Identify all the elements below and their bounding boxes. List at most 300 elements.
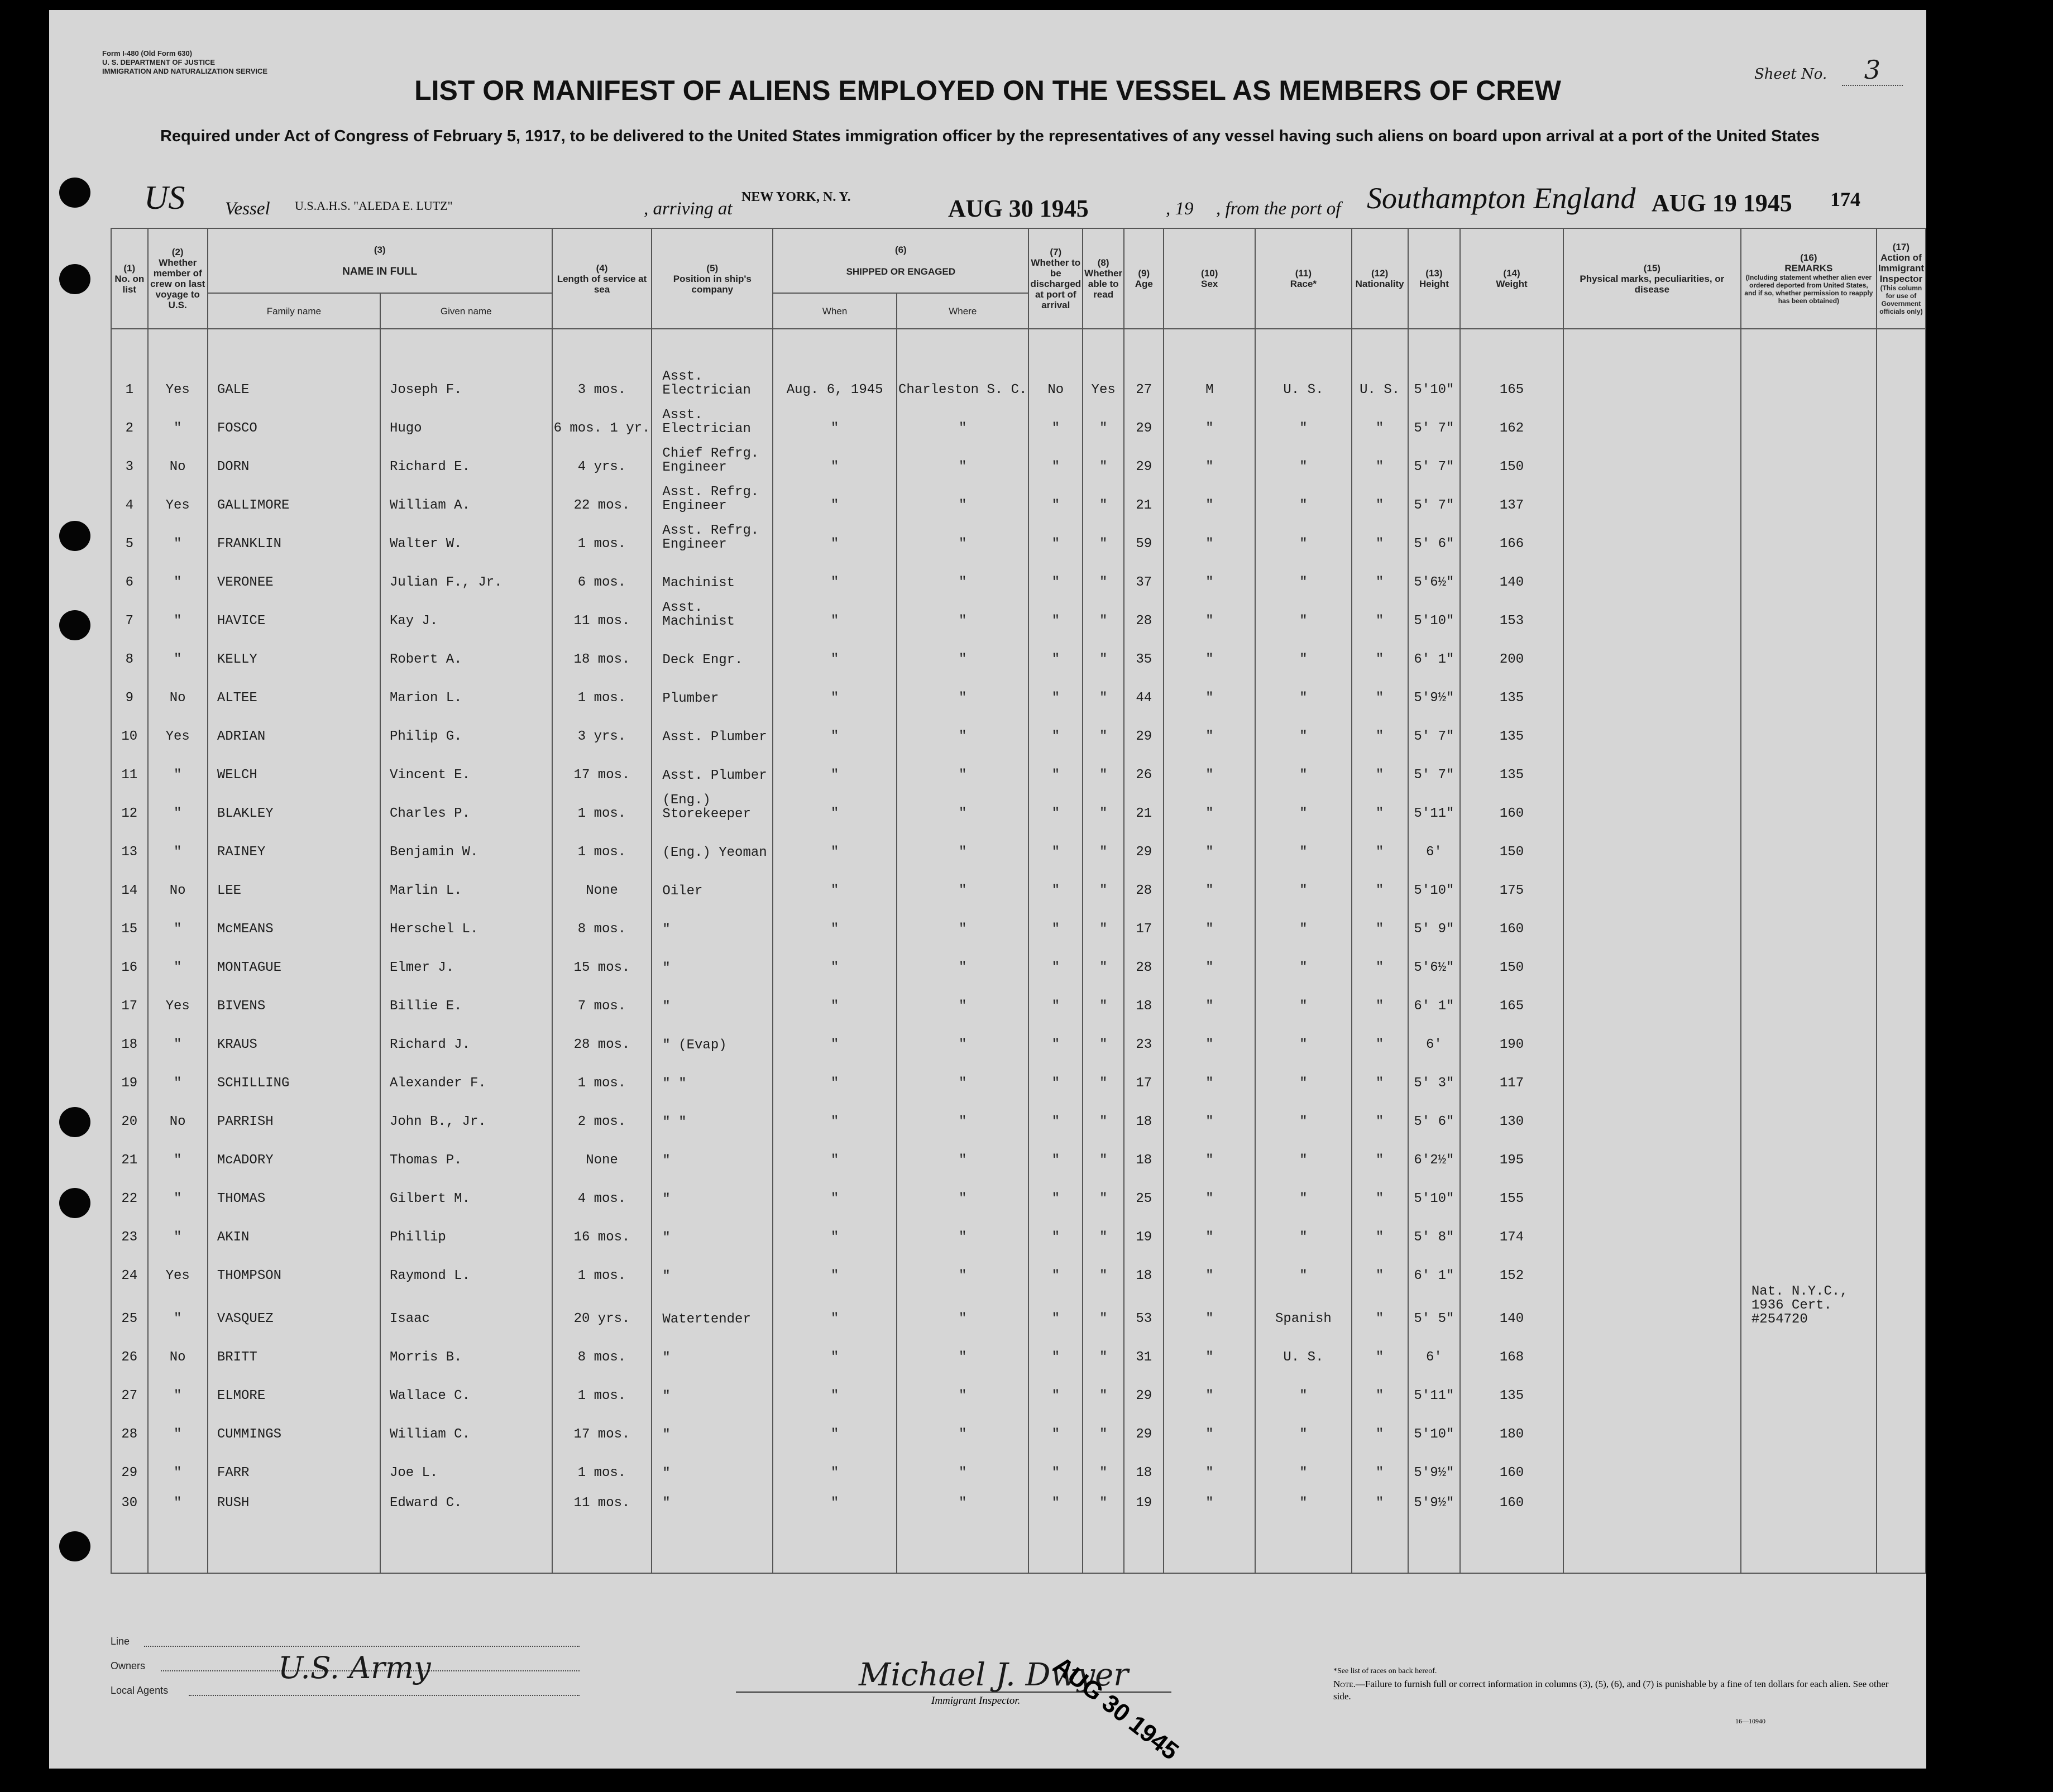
cell-discharged: " <box>1028 630 1083 668</box>
cell-given-name: William A. <box>380 476 552 514</box>
cell-nationality: " <box>1352 745 1408 784</box>
cell-position: (Eng.) Storekeeper <box>652 784 773 822</box>
cell-action <box>1877 1015 1926 1053</box>
table-row <box>111 707 1926 745</box>
col-label: Action of Immigrant Inspector <box>1878 252 1925 284</box>
table-row <box>111 1482 1926 1573</box>
table-row <box>111 1208 1926 1246</box>
table-row <box>111 1246 1926 1285</box>
cell-discharged: " <box>1028 1130 1083 1169</box>
cell-action <box>1877 861 1926 899</box>
cell-age: 29 <box>1124 437 1164 476</box>
cell-where: " <box>897 553 1028 591</box>
cell-last-voyage: No <box>148 668 208 707</box>
col-subheader-when: When <box>773 293 897 329</box>
cell-service: 1 mos. <box>552 1053 652 1092</box>
cell-physical <box>1563 1246 1741 1285</box>
cell-last-voyage: No <box>148 861 208 899</box>
cell-remarks <box>1741 1130 1877 1169</box>
cell-remarks <box>1741 1405 1877 1443</box>
cell-remarks <box>1741 1482 1877 1573</box>
col-label: Length of service at sea <box>557 273 647 295</box>
cell-physical <box>1563 1482 1741 1573</box>
cell-given-name: Hugo <box>380 399 552 437</box>
cell-age: 18 <box>1124 1092 1164 1130</box>
cell-no: 25 <box>111 1285 148 1328</box>
cell-age: 29 <box>1124 399 1164 437</box>
cell-given-name: Charles P. <box>380 784 552 822</box>
col-subheader-given: Given name <box>380 293 552 329</box>
col-num: (11) <box>1295 268 1312 279</box>
cell-given-name: Phillip <box>380 1208 552 1246</box>
cell-able-to-read: " <box>1083 1482 1124 1573</box>
cell-no: 19 <box>111 1053 148 1092</box>
col-subheader-family: Family name <box>208 293 380 329</box>
cell-sex: " <box>1164 668 1255 707</box>
cell-able-to-read: " <box>1083 437 1124 476</box>
cell-family-name: VERONEE <box>208 553 380 591</box>
cell-age: 29 <box>1124 1405 1164 1443</box>
page-title: LIST OR MANIFEST OF ALIENS EMPLOYED ON THE VESSEL AS MEMBERS OF CREW <box>414 75 1561 106</box>
table-row <box>111 553 1926 591</box>
cell-nationality: " <box>1352 1405 1408 1443</box>
cell-weight: 137 <box>1460 476 1563 514</box>
cell-position: Machinist <box>652 553 773 591</box>
cell-last-voyage: " <box>148 1366 208 1405</box>
cell-sex: " <box>1164 1405 1255 1443</box>
cell-remarks <box>1741 1246 1877 1285</box>
cell-race: " <box>1255 1366 1352 1405</box>
col-num: (13) <box>1425 268 1443 279</box>
cell-remarks <box>1741 668 1877 707</box>
cell-service: 6 mos. <box>552 553 652 591</box>
cell-given-name: Herschel L. <box>380 899 552 938</box>
cell-family-name: FRANKLIN <box>208 514 380 553</box>
cell-able-to-read: " <box>1083 1366 1124 1405</box>
cell-remarks <box>1741 707 1877 745</box>
cell-sex: " <box>1164 630 1255 668</box>
crew-table <box>111 228 1926 1574</box>
cell-remarks <box>1741 437 1877 476</box>
cell-race: " <box>1255 399 1352 437</box>
cell-weight: 160 <box>1460 1443 1563 1482</box>
col-num: (3) <box>374 245 386 255</box>
cell-physical <box>1563 861 1741 899</box>
cell-action <box>1877 707 1926 745</box>
cell-family-name: GALE <box>208 329 380 399</box>
cell-family-name: ADRIAN <box>208 707 380 745</box>
cell-remarks <box>1741 1443 1877 1482</box>
table-row <box>111 784 1926 822</box>
cell-age: 59 <box>1124 514 1164 553</box>
cell-when: " <box>773 1328 897 1366</box>
cell-when: " <box>773 784 897 822</box>
cell-able-to-read: " <box>1083 399 1124 437</box>
col-num: (10) <box>1201 268 1218 279</box>
cell-last-voyage: Yes <box>148 329 208 399</box>
cell-sex: " <box>1164 1482 1255 1573</box>
cell-position: " <box>652 899 773 938</box>
cell-physical <box>1563 1443 1741 1482</box>
cell-remarks <box>1741 1169 1877 1208</box>
cell-when: " <box>773 1285 897 1328</box>
cell-last-voyage: " <box>148 514 208 553</box>
punch-hole <box>59 521 90 551</box>
cell-height: 6' 1" <box>1408 1246 1461 1285</box>
table-row <box>111 938 1926 976</box>
vessel-name: U.S.A.H.S. "ALEDA E. LUTZ" <box>295 199 453 213</box>
cell-action <box>1877 1482 1926 1573</box>
col-header-sex <box>1164 228 1255 329</box>
cell-nationality: " <box>1352 1053 1408 1092</box>
arriving-label: , arriving at <box>644 199 733 219</box>
cell-action <box>1877 437 1926 476</box>
cell-discharged: " <box>1028 514 1083 553</box>
cell-last-voyage: " <box>148 1482 208 1573</box>
cell-no: 20 <box>111 1092 148 1130</box>
cell-weight: 153 <box>1460 591 1563 630</box>
cell-sex: " <box>1164 1208 1255 1246</box>
cell-when: " <box>773 1130 897 1169</box>
col-header-name <box>208 228 552 293</box>
cell-when: " <box>773 707 897 745</box>
cell-race: " <box>1255 476 1352 514</box>
col-header-age <box>1124 228 1164 329</box>
cell-height: 6'2½" <box>1408 1130 1461 1169</box>
arriving-port: NEW YORK, N. Y. <box>741 190 851 204</box>
cell-discharged: " <box>1028 745 1083 784</box>
cell-given-name: Wallace C. <box>380 1366 552 1405</box>
cell-height: 5'11" <box>1408 784 1461 822</box>
cell-given-name: John B., Jr. <box>380 1092 552 1130</box>
cell-no: 4 <box>111 476 148 514</box>
vessel-label: Vessel <box>225 199 270 219</box>
cell-race: " <box>1255 1208 1352 1246</box>
cell-discharged: " <box>1028 822 1083 861</box>
cell-no: 10 <box>111 707 148 745</box>
cell-age: 19 <box>1124 1482 1164 1573</box>
cell-remarks: Nat. N.Y.C., 1936 Cert. #254720 <box>1741 1285 1877 1328</box>
punch-hole <box>59 1531 90 1561</box>
cell-action <box>1877 938 1926 976</box>
cell-age: 25 <box>1124 1169 1164 1208</box>
cell-discharged: " <box>1028 1053 1083 1092</box>
cell-height: 5' 5" <box>1408 1285 1461 1328</box>
cell-last-voyage: " <box>148 1053 208 1092</box>
cell-given-name: Walter W. <box>380 514 552 553</box>
cell-weight: 166 <box>1460 514 1563 553</box>
cell-weight: 160 <box>1460 1482 1563 1573</box>
cell-height: 5'10" <box>1408 861 1461 899</box>
cell-no: 1 <box>111 329 148 399</box>
col-header-physical <box>1563 228 1741 329</box>
cell-where: " <box>897 1285 1028 1328</box>
table-row <box>111 668 1926 707</box>
cell-given-name: Isaac <box>380 1285 552 1328</box>
cell-service: 16 mos. <box>552 1208 652 1246</box>
cell-nationality: " <box>1352 861 1408 899</box>
cell-weight: 135 <box>1460 668 1563 707</box>
cell-where: " <box>897 1015 1028 1053</box>
cell-race: " <box>1255 976 1352 1015</box>
col-label: REMARKS <box>1784 263 1833 274</box>
cell-service: 20 yrs. <box>552 1285 652 1328</box>
cell-service: 22 mos. <box>552 476 652 514</box>
form-reference: Form I-480 (Old Form 630) U. S. DEPARTMENT OF JUSTICE IMMIGRATION AND NATURALIZATION SERVICE <box>102 49 268 75</box>
cell-action <box>1877 630 1926 668</box>
table-row <box>111 861 1926 899</box>
cell-where: " <box>897 1092 1028 1130</box>
cell-last-voyage: No <box>148 437 208 476</box>
cell-sex: " <box>1164 553 1255 591</box>
cell-position: " <box>652 1328 773 1366</box>
footer <box>49 1623 1926 1769</box>
cell-able-to-read: " <box>1083 1208 1124 1246</box>
cell-nationality: U. S. <box>1352 329 1408 399</box>
cell-position: Asst. Electrician <box>652 399 773 437</box>
cell-when: Aug. 6, 1945 <box>773 329 897 399</box>
cell-sex: M <box>1164 329 1255 399</box>
cell-height: 5' 7" <box>1408 437 1461 476</box>
cell-when: " <box>773 976 897 1015</box>
cell-sex: " <box>1164 1053 1255 1092</box>
col-num: (8) <box>1097 257 1109 268</box>
cell-last-voyage: " <box>148 822 208 861</box>
col-num: (17) <box>1892 242 1910 252</box>
col-num: (5) <box>706 262 719 274</box>
cell-discharged: " <box>1028 899 1083 938</box>
table-row <box>111 591 1926 630</box>
cell-family-name: FARR <box>208 1443 380 1482</box>
cell-age: 28 <box>1124 591 1164 630</box>
cell-race: " <box>1255 1405 1352 1443</box>
col-num: (12) <box>1371 268 1389 279</box>
cell-age: 18 <box>1124 976 1164 1015</box>
cell-given-name: Joseph F. <box>380 329 552 399</box>
fine-note <box>1333 1678 1892 1703</box>
cell-physical <box>1563 1328 1741 1366</box>
cell-family-name: ALTEE <box>208 668 380 707</box>
table-row <box>111 476 1926 514</box>
cell-action <box>1877 1092 1926 1130</box>
cell-position: Asst. Refrg. Engineer <box>652 476 773 514</box>
cell-where: " <box>897 784 1028 822</box>
cell-action <box>1877 1285 1926 1328</box>
cell-nationality: " <box>1352 1130 1408 1169</box>
col-header-discharged <box>1028 228 1083 329</box>
cell-action <box>1877 668 1926 707</box>
col-header-position <box>652 228 773 329</box>
cell-physical <box>1563 976 1741 1015</box>
cell-last-voyage: Yes <box>148 1246 208 1285</box>
cell-age: 28 <box>1124 861 1164 899</box>
cell-sex: " <box>1164 899 1255 938</box>
cell-family-name: AKIN <box>208 1208 380 1246</box>
cell-where: " <box>897 745 1028 784</box>
cell-physical <box>1563 938 1741 976</box>
sheet-value: 3 <box>1842 55 1903 86</box>
cell-when: " <box>773 668 897 707</box>
cell-age: 31 <box>1124 1328 1164 1366</box>
cell-remarks <box>1741 329 1877 399</box>
col-label: NAME IN FULL <box>342 266 418 277</box>
cell-weight: 117 <box>1460 1053 1563 1092</box>
cell-where: " <box>897 437 1028 476</box>
cell-last-voyage: " <box>148 591 208 630</box>
cell-service: 18 mos. <box>552 630 652 668</box>
cell-able-to-read: " <box>1083 784 1124 822</box>
cell-nationality: " <box>1352 1208 1408 1246</box>
cell-discharged: " <box>1028 591 1083 630</box>
table-row <box>111 329 1926 399</box>
cell-where: " <box>897 1443 1028 1482</box>
table-row <box>111 1328 1926 1366</box>
cell-position: Watertender <box>652 1285 773 1328</box>
cell-when: " <box>773 630 897 668</box>
cell-height: 6' 1" <box>1408 630 1461 668</box>
cell-remarks <box>1741 1092 1877 1130</box>
cell-when: " <box>773 437 897 476</box>
cell-last-voyage: Yes <box>148 476 208 514</box>
cell-where: " <box>897 1208 1028 1246</box>
cell-when: " <box>773 476 897 514</box>
cell-action <box>1877 1208 1926 1246</box>
crew-rows <box>111 329 1926 1573</box>
col-header-no <box>111 228 148 329</box>
cell-discharged: " <box>1028 1015 1083 1053</box>
cell-weight: 140 <box>1460 553 1563 591</box>
col-label: Whether to be discharged at port of arrival <box>1030 257 1081 310</box>
cell-nationality: " <box>1352 1015 1408 1053</box>
cell-action <box>1877 1053 1926 1092</box>
cell-race: " <box>1255 707 1352 745</box>
cell-able-to-read: " <box>1083 1443 1124 1482</box>
col-header-nationality <box>1352 228 1408 329</box>
table-row <box>111 1443 1926 1482</box>
cell-physical <box>1563 1130 1741 1169</box>
cell-able-to-read: " <box>1083 1405 1124 1443</box>
cell-able-to-read: " <box>1083 976 1124 1015</box>
cell-service: 17 mos. <box>552 1405 652 1443</box>
cell-discharged: " <box>1028 476 1083 514</box>
cell-service: 7 mos. <box>552 976 652 1015</box>
cell-weight: 195 <box>1460 1130 1563 1169</box>
cell-last-voyage: " <box>148 745 208 784</box>
cell-sex: " <box>1164 437 1255 476</box>
cell-physical <box>1563 899 1741 938</box>
cell-no: 16 <box>111 938 148 976</box>
cell-weight: 168 <box>1460 1328 1563 1366</box>
cell-service: 2 mos. <box>552 1092 652 1130</box>
cell-service: 28 mos. <box>552 1015 652 1053</box>
table-row <box>111 1092 1926 1130</box>
cell-age: 18 <box>1124 1130 1164 1169</box>
cell-action <box>1877 1405 1926 1443</box>
cell-no: 2 <box>111 399 148 437</box>
cell-no: 18 <box>111 1015 148 1053</box>
cell-race: " <box>1255 1443 1352 1482</box>
cell-when: " <box>773 822 897 861</box>
cell-sex: " <box>1164 822 1255 861</box>
cell-race: " <box>1255 437 1352 476</box>
cell-remarks <box>1741 553 1877 591</box>
cell-remarks <box>1741 1366 1877 1405</box>
cell-height: 5'10" <box>1408 1169 1461 1208</box>
cell-weight: 175 <box>1460 861 1563 899</box>
cell-able-to-read: " <box>1083 1246 1124 1285</box>
table-row <box>111 822 1926 861</box>
cell-no: 28 <box>111 1405 148 1443</box>
cell-family-name: WELCH <box>208 745 380 784</box>
cell-nationality: " <box>1352 1482 1408 1573</box>
cell-where: " <box>897 1169 1028 1208</box>
cell-action <box>1877 1169 1926 1208</box>
col-label: Physical marks, peculiarities, or disease <box>1580 273 1725 295</box>
cell-family-name: RUSH <box>208 1482 380 1573</box>
cell-when: " <box>773 861 897 899</box>
cell-given-name: Marion L. <box>380 668 552 707</box>
cell-action <box>1877 822 1926 861</box>
cell-nationality: " <box>1352 707 1408 745</box>
cell-able-to-read: " <box>1083 1015 1124 1053</box>
cell-service: 17 mos. <box>552 745 652 784</box>
cell-physical <box>1563 476 1741 514</box>
cell-action <box>1877 1246 1926 1285</box>
cell-family-name: MONTAGUE <box>208 938 380 976</box>
cell-weight: 150 <box>1460 822 1563 861</box>
cell-nationality: " <box>1352 784 1408 822</box>
col-note: (Including statement whether alien ever ordered deported from United States, and if so, whether permission to reapply has been obtained) <box>1744 274 1873 305</box>
cell-physical <box>1563 707 1741 745</box>
punch-hole <box>59 1107 90 1137</box>
cell-sex: " <box>1164 976 1255 1015</box>
cell-remarks <box>1741 938 1877 976</box>
cell-discharged: " <box>1028 1208 1083 1246</box>
col-header-weight <box>1460 228 1563 329</box>
col-header-height <box>1408 228 1461 329</box>
cell-sex: " <box>1164 1015 1255 1053</box>
cell-sex: " <box>1164 1092 1255 1130</box>
table-row <box>111 1169 1926 1208</box>
cell-where: " <box>897 1366 1028 1405</box>
cell-action <box>1877 476 1926 514</box>
cell-position: " <box>652 1246 773 1285</box>
cell-weight: 165 <box>1460 329 1563 399</box>
cell-position: " " <box>652 1092 773 1130</box>
cell-discharged: " <box>1028 1092 1083 1130</box>
cell-given-name: William C. <box>380 1405 552 1443</box>
col-num: (15) <box>1643 262 1660 274</box>
cell-discharged: " <box>1028 399 1083 437</box>
cell-given-name: Philip G. <box>380 707 552 745</box>
cell-family-name: CUMMINGS <box>208 1405 380 1443</box>
table-row <box>111 1130 1926 1169</box>
cell-position: (Eng.) Yeoman <box>652 822 773 861</box>
cell-discharged: " <box>1028 707 1083 745</box>
cell-where: " <box>897 1246 1028 1285</box>
cell-nationality: " <box>1352 1169 1408 1208</box>
cell-able-to-read: " <box>1083 899 1124 938</box>
cell-nationality: " <box>1352 476 1408 514</box>
cell-race: " <box>1255 668 1352 707</box>
cell-no: 29 <box>111 1443 148 1482</box>
cell-position: " <box>652 1405 773 1443</box>
cell-last-voyage: Yes <box>148 707 208 745</box>
cell-physical <box>1563 514 1741 553</box>
cell-last-voyage: " <box>148 1208 208 1246</box>
table-row <box>111 1405 1926 1443</box>
cell-family-name: LEE <box>208 861 380 899</box>
